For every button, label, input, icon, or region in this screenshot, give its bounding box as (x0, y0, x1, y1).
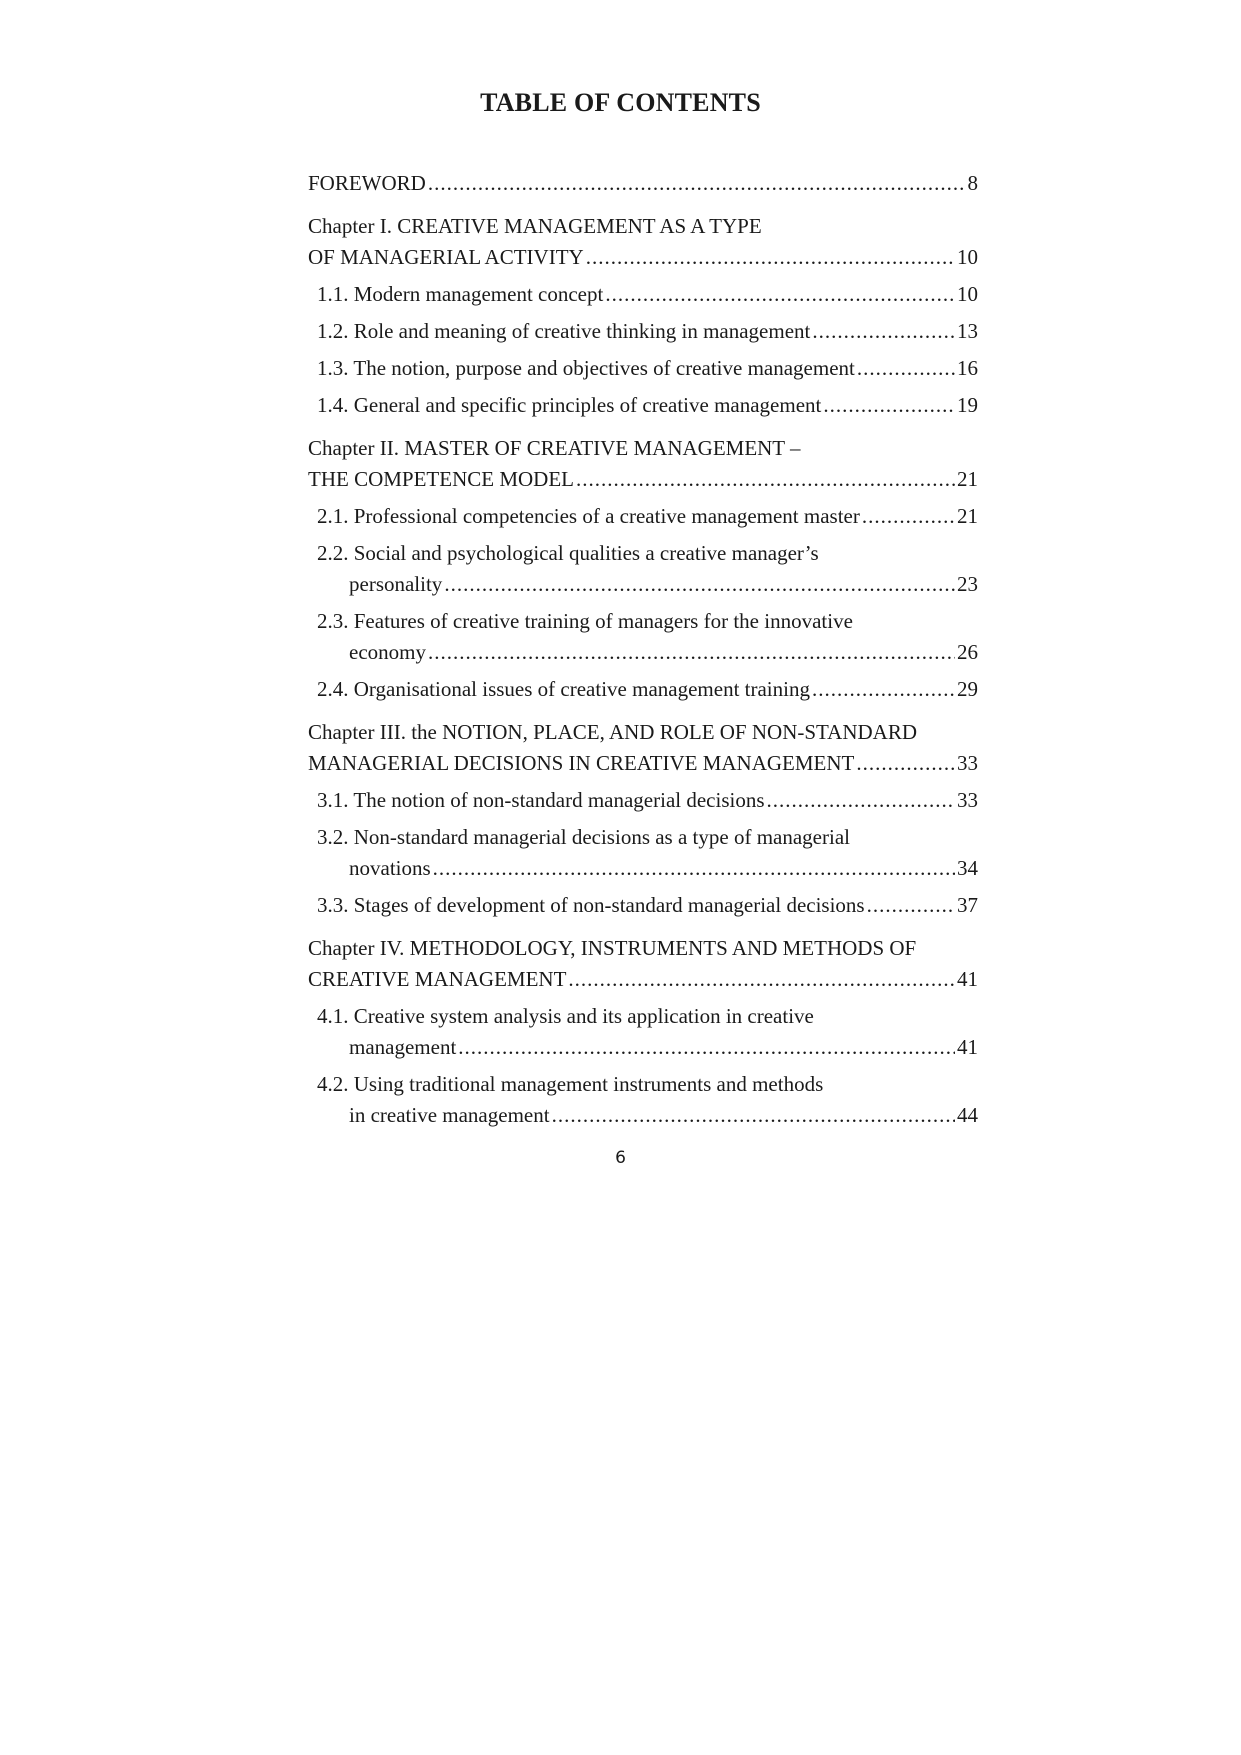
toc-page-number: 19 (957, 393, 978, 417)
toc-line (308, 748, 978, 779)
toc-line (308, 964, 978, 995)
toc-line (317, 569, 978, 600)
toc-entry-title: 1.4. General and specific principles of creative management (317, 393, 822, 417)
toc-page-number: 26 (957, 640, 978, 664)
dot-leader (586, 242, 955, 273)
toc-entry-chapter-2[interactable] (308, 433, 978, 495)
toc-entry-section-1-3[interactable] (308, 353, 978, 384)
toc-entry-title: 2.3. Features of creative training of managers for the innovative (317, 609, 853, 633)
toc-entry-title: 2.4. Organisational issues of creative management training (317, 677, 810, 701)
toc-entry-title: 1.3. The notion, purpose and objectives of creative management (317, 356, 855, 380)
dot-leader (552, 1100, 955, 1131)
toc-entry-section-3-1[interactable] (308, 785, 978, 816)
toc-entry-foreword[interactable] (308, 168, 978, 199)
dot-leader (458, 1032, 955, 1063)
toc-line (317, 785, 978, 816)
toc-page-number: 34 (957, 856, 978, 880)
toc-entry-title-cont: novations (349, 856, 431, 880)
dot-leader (428, 637, 955, 668)
dot-leader (767, 785, 955, 816)
toc-entry-title: 1.2. Role and meaning of creative thinking in management (317, 319, 811, 343)
dot-leader (433, 853, 955, 884)
toc-page-number: 10 (957, 282, 978, 306)
toc-page-number: 33 (957, 751, 978, 775)
toc-entry-title: FOREWORD (308, 171, 426, 195)
toc-page-number: 21 (957, 467, 978, 491)
toc-line (317, 637, 978, 668)
toc-page-number: 33 (957, 788, 978, 812)
toc-entry-section-4-1[interactable] (308, 1001, 978, 1063)
toc-entry-title-cont: management (349, 1035, 457, 1059)
toc-entry-section-1-4[interactable] (308, 390, 978, 421)
toc-entry-title-cont: economy (349, 640, 426, 664)
toc-entry-title: 2.2. Social and psychological qualities a creative manager’s (317, 541, 819, 565)
toc-entry-title: 3.1. The notion of non-standard managerial decisions (317, 788, 765, 812)
toc-entry-title: 3.2. Non-standard managerial decisions as a type of managerial (317, 825, 850, 849)
toc-entry-title: Chapter I. CREATIVE MANAGEMENT AS A TYPE (308, 214, 762, 238)
toc-entry-title: 2.1. Professional competencies of a creative management master (317, 504, 860, 528)
dot-leader (444, 569, 955, 600)
toc-entry-section-2-4[interactable] (308, 674, 978, 705)
toc-entry-section-2-2[interactable] (308, 538, 978, 600)
toc-page-number: 21 (957, 504, 978, 528)
toc-page-number: 10 (957, 245, 978, 269)
dot-leader (867, 890, 955, 921)
toc-entry-section-3-2[interactable] (308, 822, 978, 884)
toc-entry-section-4-2[interactable] (308, 1069, 978, 1131)
toc-entry-title-cont: THE COMPETENCE MODEL (308, 467, 574, 491)
toc-entry-section-1-2[interactable] (308, 316, 978, 347)
toc-page-number: 29 (957, 677, 978, 701)
toc-entry-section-1-1[interactable] (308, 279, 978, 310)
toc-line (317, 501, 978, 532)
toc-entry-title: 4.1. Creative system analysis and its application in creative (317, 1004, 814, 1028)
dot-leader (568, 964, 955, 995)
toc-entry-title: 1.1. Modern management concept (317, 282, 604, 306)
dot-leader (605, 279, 955, 310)
table-of-contents (308, 168, 978, 1131)
dot-leader (856, 748, 955, 779)
toc-entry-title: Chapter III. the NOTION, PLACE, AND ROLE OF NON-STANDARD (308, 720, 918, 744)
toc-line (317, 674, 978, 705)
toc-page-number: 16 (957, 356, 978, 380)
toc-page-number: 8 (967, 171, 978, 195)
toc-line (317, 1032, 978, 1063)
toc-entry-title-cont: CREATIVE MANAGEMENT (308, 967, 567, 991)
toc-line (317, 853, 978, 884)
toc-line (317, 890, 978, 921)
toc-entry-chapter-4[interactable] (308, 933, 978, 995)
toc-entry-title: Chapter II. MASTER OF CREATIVE MANAGEMENT – (308, 436, 801, 460)
toc-entry-section-3-3[interactable] (308, 890, 978, 921)
toc-line (308, 242, 978, 273)
toc-entry-title: 4.2. Using traditional management instruments and methods (317, 1072, 824, 1096)
dot-leader (812, 316, 955, 347)
dot-leader (812, 674, 955, 705)
page-number: 6 (615, 1148, 626, 1168)
toc-line (317, 316, 978, 347)
toc-entry-title: Chapter IV. METHODOLOGY, INSTRUMENTS AND METHODS OF (308, 936, 917, 960)
toc-entry-title-cont: in creative management (349, 1103, 550, 1127)
toc-page-number: 44 (957, 1103, 978, 1127)
dot-leader (576, 464, 955, 495)
toc-entry-title-cont: OF MANAGERIAL ACTIVITY (308, 245, 584, 269)
toc-entry-section-2-3[interactable] (308, 606, 978, 668)
toc-entry-chapter-3[interactable] (308, 717, 978, 779)
toc-page-number: 37 (957, 893, 978, 917)
dot-leader (862, 501, 955, 532)
toc-line (317, 390, 978, 421)
toc-page-number: 23 (957, 572, 978, 596)
toc-line (317, 353, 978, 384)
dot-leader (857, 353, 955, 384)
toc-line (308, 168, 978, 199)
toc-line (317, 279, 978, 310)
toc-title: TABLE OF CONTENTS (480, 88, 761, 117)
toc-page-number: 13 (957, 319, 978, 343)
toc-entry-title-cont: personality (349, 572, 443, 596)
dot-leader (428, 168, 966, 199)
toc-entry-chapter-1[interactable] (308, 211, 978, 273)
toc-line (317, 1100, 978, 1131)
toc-entry-section-2-1[interactable] (308, 501, 978, 532)
toc-page-number: 41 (957, 1035, 978, 1059)
toc-entry-title: 3.3. Stages of development of non-standard managerial decisions (317, 893, 865, 917)
toc-entry-title-cont: MANAGERIAL DECISIONS IN CREATIVE MANAGEMENT (308, 751, 855, 775)
toc-line (308, 464, 978, 495)
toc-page-number: 41 (957, 967, 978, 991)
dot-leader (823, 390, 955, 421)
